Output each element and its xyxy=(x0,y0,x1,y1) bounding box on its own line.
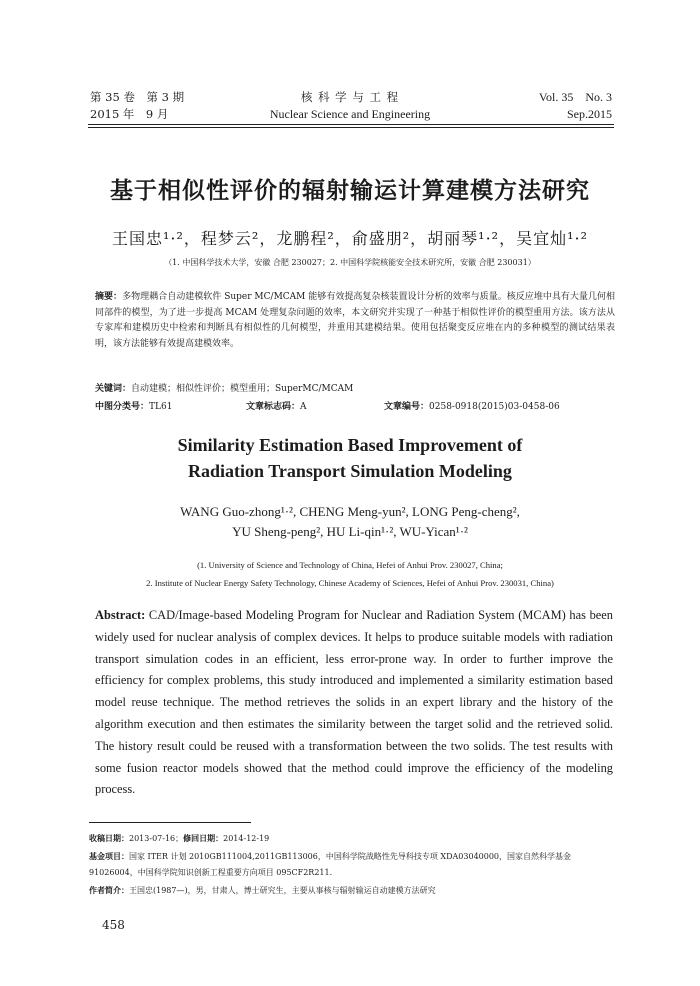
funding-text: 国家 ITER 计划 2010GB111004,2011GB113006，中国科学院战略性先导科技专项 XDA03040000，国家自然科学基金 91026004，中国科学院知识创新工程重要方向项目 095CF2R211. xyxy=(89,851,572,877)
document-code xyxy=(246,400,307,415)
footnote-author-bio xyxy=(89,882,617,900)
article-number-value: 0258-0918(2015)03-0458-06 xyxy=(429,402,560,412)
document-code-label: 文章标志码： xyxy=(246,402,301,412)
keywords-cn-text: 自动建模；相似性评价；模型重用；SuperMC/MCAM xyxy=(131,384,354,394)
affiliation-en-line2: 2. Institute of Nuclear Energy Safety Technology, Chinese Academy of Sciences, Hefei of Anhui Prov. 230031, China) xyxy=(146,578,554,588)
affiliation-cn: （1. 中国科学技术大学，安徽 合肥 230027；2. 中国科学院核能安全技术研究所，安徽 合肥 230031） xyxy=(164,258,536,267)
abstract-en xyxy=(95,605,613,801)
journal-name-cn: 核 科 学 与 工 程 xyxy=(300,90,400,104)
page-number: 458 xyxy=(102,918,125,932)
document-code-value: A xyxy=(300,402,307,412)
header-rule-top xyxy=(88,124,614,125)
author-bio-label: 作者简介： xyxy=(89,884,129,895)
date-en: Sep.2015 xyxy=(567,107,612,121)
article-number xyxy=(384,400,560,415)
received-label: 收稿日期： xyxy=(89,833,129,843)
paper-title-en-line1: Similarity Estimation Based Improvement of xyxy=(177,435,523,455)
revised-label: 修回日期： xyxy=(183,833,224,843)
paper-title-cn: 基于相似性评价的辐射输运计算建模方法研究 xyxy=(110,178,590,204)
volume-issue-en: Vol. 35 No. 3 xyxy=(538,90,612,104)
received-date: 2013-07-16； xyxy=(129,834,184,843)
authors-en-line1: WANG Guo-zhong¹·², CHENG Meng-yun², LONG Peng-cheng², xyxy=(180,504,520,519)
footnote-dates xyxy=(89,830,617,848)
journal-name-en: Nuclear Science and Engineering xyxy=(269,107,431,121)
footnote-funding xyxy=(89,848,617,882)
revised-date: 2014-12-19 xyxy=(223,834,270,843)
authors-en xyxy=(0,502,700,542)
abstract-cn xyxy=(95,290,615,352)
clc-number xyxy=(95,400,172,415)
header-rule-bottom xyxy=(88,127,614,128)
clc-value: TL61 xyxy=(149,402,173,412)
footnotes xyxy=(89,830,617,899)
article-number-label: 文章编号： xyxy=(384,402,430,412)
volume-issue-cn: 第 35 卷 第 3 期 xyxy=(90,90,185,104)
footnote-rule xyxy=(89,822,251,823)
author-bio-text: 王国忠(1987—)，男，甘肃人，博士研究生，主要从事核与辐射输运自动建模方法研究 xyxy=(129,885,436,895)
paper-title-en-line2: Radiation Transport Simulation Modeling xyxy=(188,461,512,481)
authors-cn: 王国忠¹·²，程梦云²，龙鹏程²，俞盛朋²，胡丽琴¹·²，吴宜灿¹·² xyxy=(112,229,588,248)
date-cn: 2015 年 9 月 xyxy=(90,107,169,121)
abstract-en-label: Abstract: xyxy=(95,608,146,622)
affiliation-en-line1: (1. University of Science and Technology of China, Hefei of Anhui Prov. 230027, China; xyxy=(197,560,503,570)
abstract-cn-label: 摘要： xyxy=(95,292,123,302)
abstract-cn-text: 多物理耦合自动建模软件 Super MC/MCAM 能够有效提高复杂核装置设计分析的效率与质量。核反应堆中具有大量几何相同部件的模型，为了进一步提高 MCAM 处理复杂问题的效率，本文研究并实现了一种基于相似性评价的模型重用方法。该方法从专家库和建模历史中检索和判断具有相似性的几何模型，并重用其建模结果。使用包括聚变反应堆在内的多种模型的测试结果表明，该方法能够有效提高建模效率。 xyxy=(95,292,615,349)
funding-label: 基金项目： xyxy=(89,850,129,861)
paper-title-en xyxy=(0,432,700,484)
authors-en-line2: YU Sheng-peng², HU Li-qin¹·², WU-Yican¹·² xyxy=(232,524,468,539)
keywords-cn-label: 关键词： xyxy=(95,384,132,394)
keywords-cn xyxy=(95,382,615,397)
abstract-en-text: CAD/Image-based Modeling Program for Nuclear and Radiation System (MCAM) has been widely used for nuclear analysis of complex devices. It helps to produce suitable models with radiation transport simulation codes in an efficient, less error-prone way. In order to further improve the efficiency for complex problems, this study introduced and implemented a similarity estimation based model reuse technique. The method retrieves the solids in an expert library and the history of the algorithm execution and then estimates the similarity between the target solid and the retrieved solid. The history result could be reused with a transformation between the two solids. The test results with some fusion reactor models showed that the method could improve the efficiency of the modeling process. xyxy=(95,608,613,797)
clc-label: 中图分类号： xyxy=(95,402,150,412)
affiliation-en xyxy=(0,556,700,592)
